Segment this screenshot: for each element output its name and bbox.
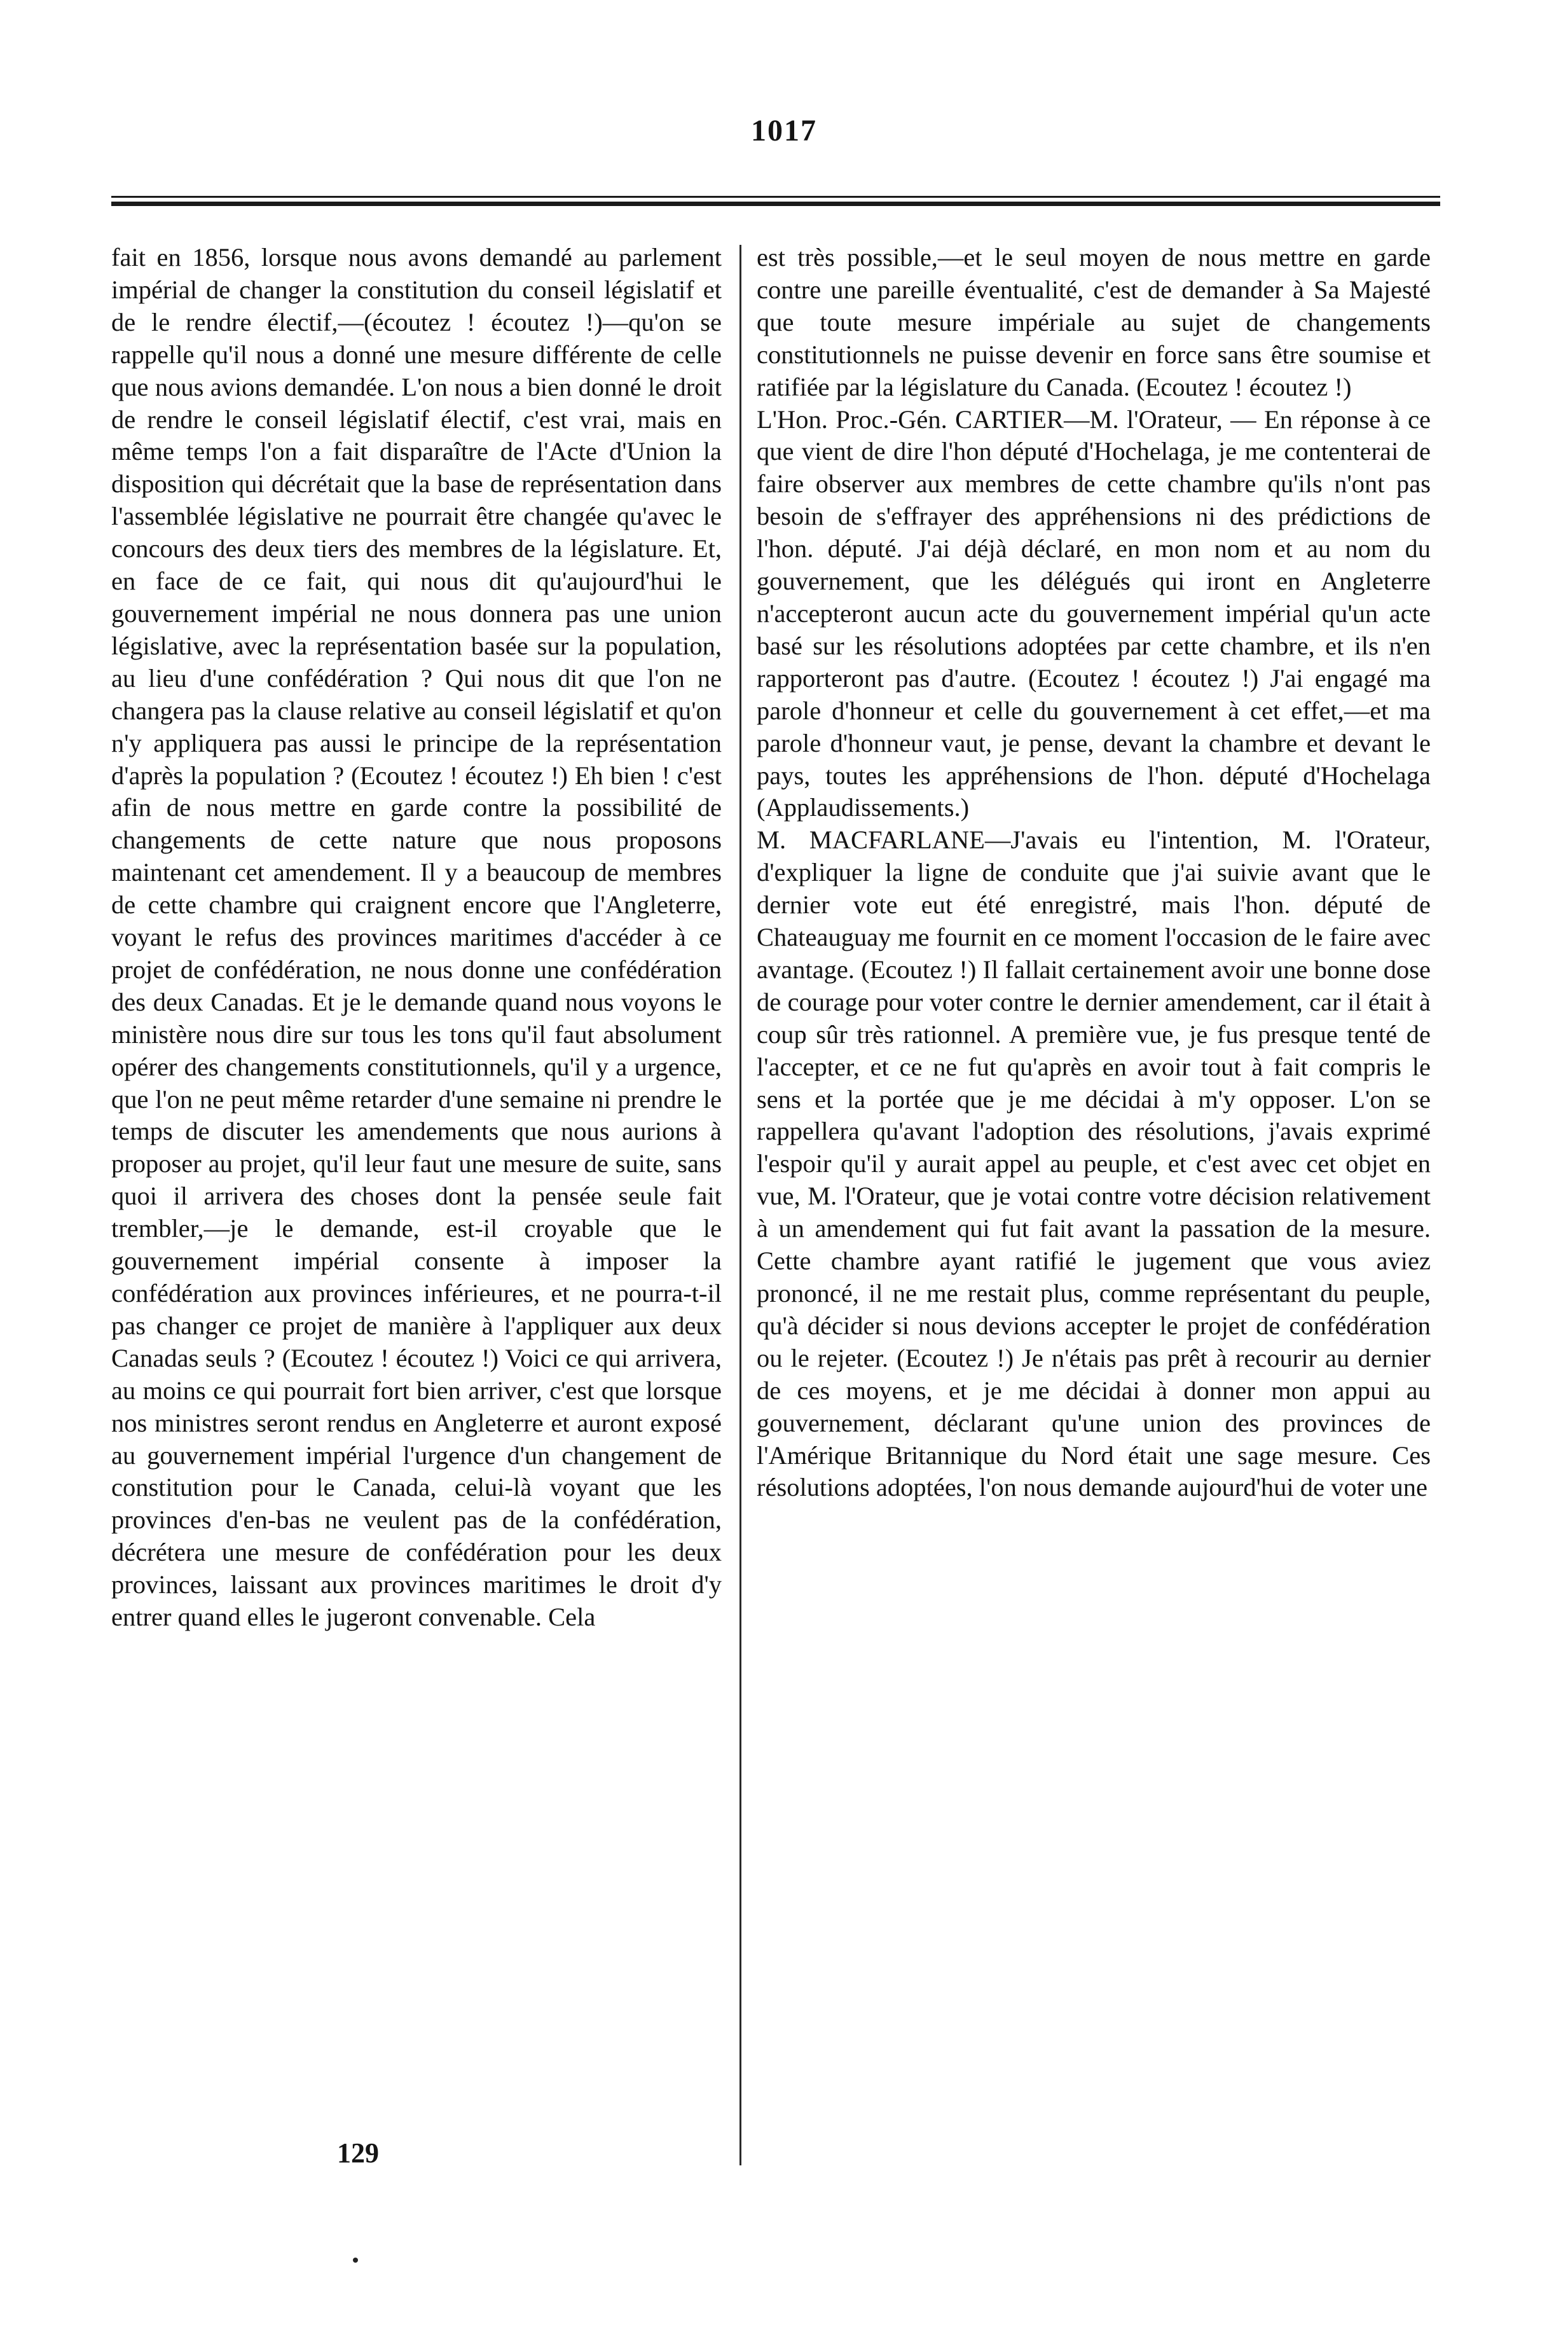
header-rule: [111, 196, 1440, 207]
left-column-paragraph: fait en 1856, lorsque nous avons demandé au parlement impérial de changer la constitution du conseil législatif et de le rendre électif,—(écoutez ! écoutez !)—qu'on se rappelle qu'il nous a donné une mesure différente de celle que nous avions demandée. L'on nous a bien donné le droit de rendre le conseil législatif électif, c'est vrai, mais en même temps l'on a fait disparaître de l'Acte d'Union la disposition qui décrétait que la base de représentation dans l'assemblée législative ne pourrait être changée qu'avec le concours des deux tiers des membres de la législature. Et, en face de ce fait, qui nous dit qu'aujourd'hui le gouvernement impérial ne nous donnera pas une union législative, avec la représentation basée sur la population, au lieu d'une confédération ? Qui nous dit que l'on ne changera pas la clause relative au conseil législatif et qu'on n'y appliquera pas aussi le principe de la représentation d'après la population ? (Ecoutez ! écoutez !) Eh bien ! c'est afin de nous mettre en garde contre la possibilité de changements de cette nature que nous proposons maintenant cet amendement. Il y a beaucoup de membres de cette chambre qui craignent encore que l'Angleterre, voyant le refus des provinces maritimes d'accéder à ce projet de confédération, ne nous donne une confédération des deux Canadas. Et je le demande quand nous voyons le ministère nous dire sur tous les tons qu'il faut absolument opérer des changements constitutionnels, qu'il y a urgence, que l'on ne peut même retarder d'une semaine ni prendre le temps de discuter les amendements que nous aurions à proposer au projet, qu'il leur faut une mesure de suite, sans quoi il arrivera des choses dont la pensée seule fait trembler,—je le demande, est-il croyable que le gouvernement impérial consente à imposer la confédération aux provinces inférieures, et ne pourra-t-il pas changer ce projet de manière à l'appliquer aux deux Canadas seuls ? (Ecoutez ! écoutez !) Voici ce qui arrivera, au moins ce qui pourrait fort bien arriver, c'est que lorsque nos ministres seront rendus en Angleterre et auront exposé au gouvernement impérial l'urgence d'un changement de constitution pour le Canada, celui-là voyant que les provinces d'en-bas ne veulent pas de la confédération, décrétera une mesure de confédération pour les deux provinces, laissant aux provinces maritimes le droit d'y entrer quand elles le jugeront convenable. Cela: [111, 243, 722, 1632]
column-divider: [739, 245, 741, 2165]
header-rule-thin: [111, 196, 1440, 198]
left-column: [111, 242, 722, 1634]
right-column-paragraph-1: est très possible,—et le seul moyen de nous mettre en garde contre une pareille éventualité, c'est de demander à Sa Majesté que toute mesure impériale au sujet de changements constitutionnels ne puisse devenir en force sans être soumise et ratifiée par la législature du Canada. (Ecoutez ! écoutez !): [757, 243, 1431, 401]
right-column: [757, 242, 1431, 1504]
right-column-paragraph-2: L'Hon. Proc.-Gén. CARTIER—M. l'Orateur, — En réponse à ce que vient de dire l'hon député d'Hochelaga, je me contenterai de faire observer aux membres de cette chambre qu'ils n'ont pas besoin de s'effrayer des appréhensions ni des prédictions de l'hon. député. J'ai déjà déclaré, en mon nom et au nom du gouvernement, que les délégués qui iront en Angleterre n'accepteront aucun acte du gouvernement impérial qu'un acte basé sur les résolutions adoptées par cette chambre, et ils n'en rapporteront pas d'autre. (Ecoutez ! écoutez !) J'ai engagé ma parole d'honneur et celle du gouvernement à cet effet,—et ma parole d'honneur vaut, je pense, devant la chambre et devant le pays, toutes les appréhensions de l'hon. député d'Hochelaga (Applaudissements.): [757, 404, 1431, 822]
signature-mark: 129: [337, 2137, 379, 2169]
page-number: 1017: [751, 114, 817, 148]
ink-dot: [353, 2258, 358, 2263]
header-rule-thick: [111, 202, 1440, 206]
right-column-paragraph-3: M. MACFARLANE—J'avais eu l'intention, M. l'Orateur, d'expliquer la ligne de conduite que j'ai suivie avant que le dernier vote eut été enregistré, mais l'hon. député de Chateauguay me fournit en ce moment l'occasion de le faire avec avantage. (Ecoutez !) Il fallait certainement avoir une bonne dose de courage pour voter contre le dernier amendement, car il était à coup sûr très rationnel. A première vue, je fus presque tenté de l'accepter, et ce ne fut qu'après en avoir tout à fait compris le sens et la portée que je me décidai à m'y opposer. L'on se rappellera qu'avant l'adoption des résolutions, j'avais exprimé l'espoir qu'il y aurait appel au peuple, et c'est avec cet objet en vue, M. l'Orateur, que je votai contre votre décision relativement à un amendement qui fut fait avant la passation de la mesure. Cette chambre ayant ratifié le jugement que vous aviez prononcé, il ne me restait plus, comme représentant du peuple, qu'à décider si nous devions accepter le projet de confédération ou le rejeter. (Ecoutez !) Je n'étais pas prêt à recourir au dernier de ces moyens, et je me décidai à donner mon appui au gouvernement, déclarant qu'une union des provinces de l'Amérique Britannique du Nord était une sage mesure. Ces résolutions adoptées, l'on nous demande aujourd'hui de voter une: [757, 825, 1431, 1502]
